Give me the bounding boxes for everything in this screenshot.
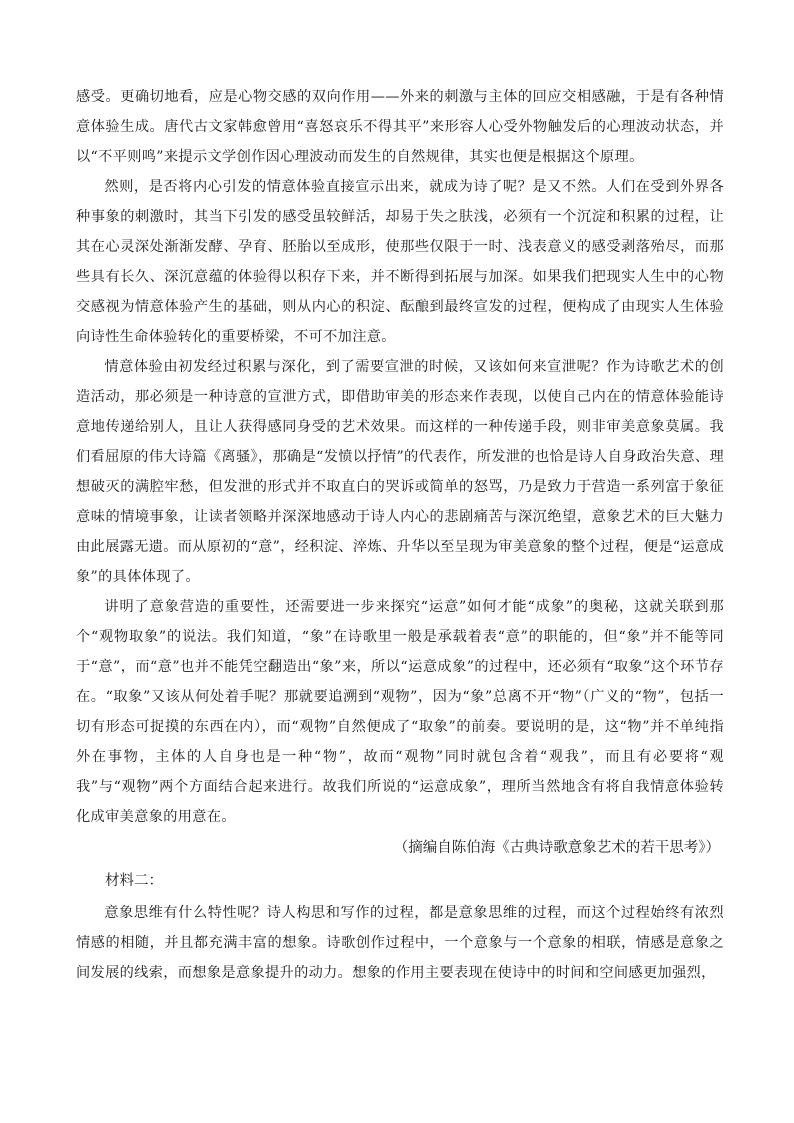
paragraph-2: 然则，是否将内心引发的情意体验直接宣示出来，就成为诗了呢？是又不然。人们在受到外界各种事象的刺激时，其当下引发的感受虽较鲜活，却易于失之肤浅，必须有一个沉淀和积累的过程，让其在心灵深处渐渐发酵、孕育、胚胎以至成形，使那些仅限于一时、浅表意义的感受剥落殆尽，而那些具有长久、深沉意蕴的体验得以积存下来，并不断得到拓展与加深。如果我们把现实人生中的心物交感视为情意体验产生的基础，则从内心的积淀、酝酿到最终宣发的过程，便构成了由现实人生体验向诗性生命体验转化的重要桥梁，不可不加注意。 (76, 179, 724, 345)
source-citation: （摘编自陈伯海《古典诗歌意象艺术的若干思考》） (393, 840, 720, 856)
paragraph-continued: 感受。更确切地看，应是心物交感的双向作用——外来的刺激与主体的回应交相感融，于是有各种情意体验生成。唐代古文家韩愈曾用“喜怒哀乐不得其平”来形容人心受外物触发后的心理波动状态，并以“不平则鸣”来提示文学创作因心理波动而发生的自然规律，其实也便是根据这个原理。 (76, 89, 724, 165)
document-body (76, 82, 724, 988)
paragraph-4: 讲明了意象营造的重要性，还需要进一步来探究“运意”如何才能“成象”的奥秘，这就关联到那个“观物取象”的说法。我们知道，“象”在诗歌里一般是承载着表“意”的职能的，但“象”并不能等同于“意”，而“意”也并不能凭空翻造出“象”来，所以“运意成象”的过程中，还必须有“取象”这个环节存在。“取象”又该从何处着手呢？那就要追溯到“观物”，因为“象”总离不开“物”（广义的“物”，包括一切有形态可捉摸的东西在内），而“观物”自然便成了“取象”的前奏。要说明的是，这“物”并不单纯指外在事物，主体的人自身也是一种“物”，故而“观物”同时就包含着“观我”，而且有必要将“观我”与“观物”两个方面结合起来进行。故我们所说的“运意成象”，理所当然地含有将自我情意体验转化成审美意象的用意在。 (76, 599, 724, 825)
material-two-heading: 材料二： (105, 873, 163, 889)
paragraph-3: 情意体验由初发经过积累与深化，到了需要宣泄的时候，又该如何来宣泄呢？作为诗歌艺术的创造活动，那必须是一种诗意的宣泄方式，即借助审美的形态来作表现，以使自己内在的情意体验能诗意地传递给别人，且让人获得感同身受的艺术效果。而这样的一种传递手段，则非审美意象莫属。我们看屈原的伟大诗篇《离骚》，那确是“发愤以抒情”的代表作，所发泄的也恰是诗人自身政治失意、理想破灭的满腔牢愁，但发泄的形式并不取直白的哭诉或简单的怒骂，乃是致力于营造一系列富于象征意味的情境事象，让读者领略并深深地感动于诗人内心的悲剧痛苦与深沉绝望，意象艺术的巨大魅力由此展露无遗。而从原初的“意”，经积淀、淬炼、升华以至呈现为审美意象的整个过程，便是“运意成象”的具体体现了。 (76, 359, 724, 585)
material-two-paragraph: 意象思维有什么特性呢？诗人构思和写作的过程，都是意象思维的过程，而这个过程始终有浓烈情感的相随，并且都充满丰富的想象。诗歌创作过程中，一个意象与一个意象的相联，情感是意象之间发展的线索，而想象是意象提升的动力。想象的作用主要表现在使诗中的时间和空间感更加强烈， (76, 905, 724, 981)
